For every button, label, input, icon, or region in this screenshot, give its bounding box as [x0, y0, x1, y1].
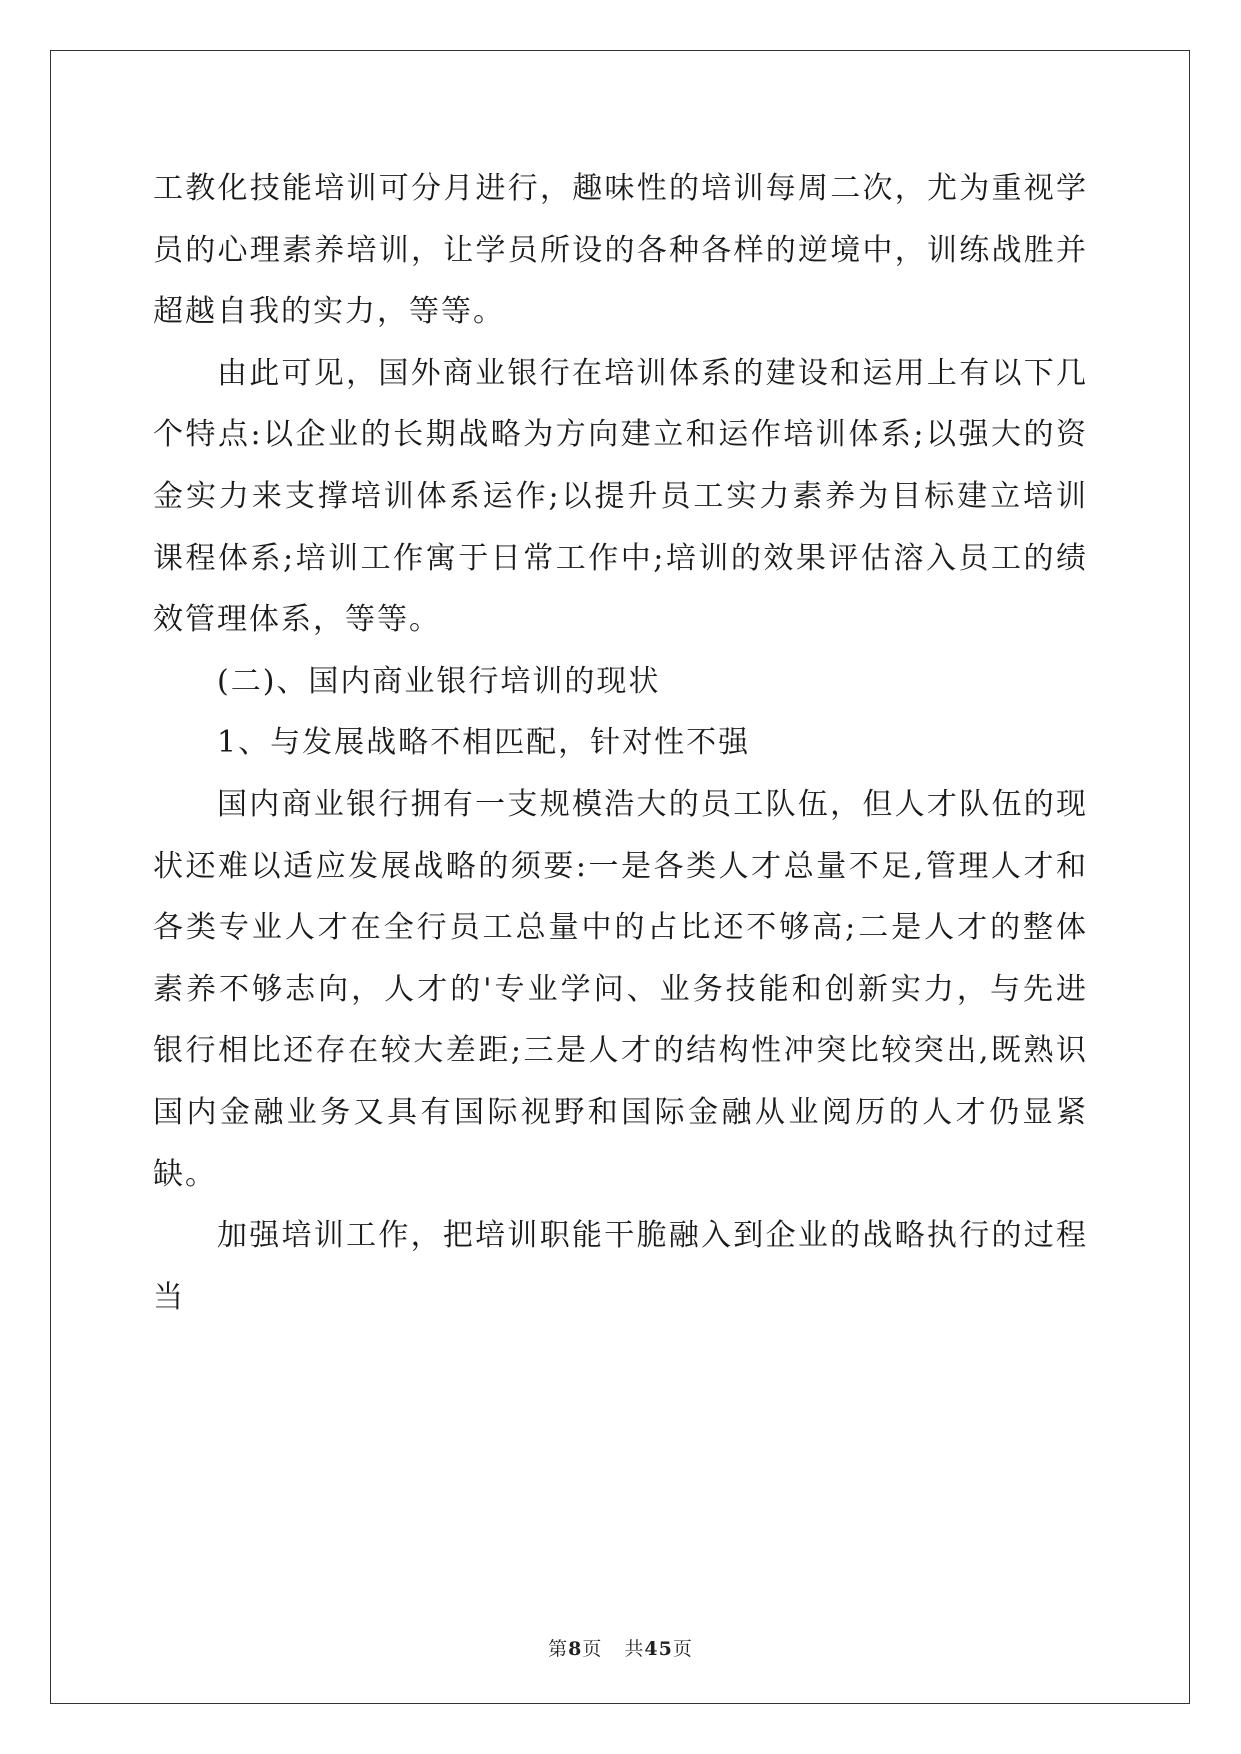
document-body	[153, 158, 1088, 1328]
footer-total-pages: 45	[644, 1638, 673, 1660]
paragraph-foreign-banks-summary: 由此可见，国外商业银行在培训体系的建设和运用上有以下几个特点:以企业的长期战略为方向建立和运作培训体系;以强大的资金实力来支撑培训体系运作;以提升员工实力素养为目标建立培训课程体系;培训工作寓于日常工作中;培训的效果评估溶入员工的绩效管理体系，等等。	[153, 355, 1088, 638]
subsection-heading-strategy-mismatch: 1、与发展战略不相匹配，针对性不强	[217, 725, 751, 761]
paragraph-domestic-talent: 国内商业银行拥有一支规模浩大的员工队伍，但人才队伍的现状还难以适应发展战略的须要:一是各类人才总量不足,管理人才和各类专业人才在全行员工总量中的占比还不够高;二是人才的整体素养不够志向，人才的'专业学问、业务技能和创新实力，与先进银行相比还存在较大差距;三是人才的结构性冲突比较突出,既熟识国内金融业务又具有国际视野和国际金融从业阅历的人才仍显紧缺。	[153, 786, 1088, 1192]
page-footer	[0, 1634, 1241, 1661]
footer-page-number: 8	[568, 1638, 583, 1660]
footer-page-suffix: 页	[582, 1638, 603, 1660]
footer-total-suffix: 页	[672, 1638, 693, 1660]
footer-total-prefix: 共	[624, 1638, 645, 1660]
paragraph-continuation: 工教化技能培训可分月进行，趣味性的培训每周二次，尤为重视学员的心理素养培训，让学员所设的各种各样的逆境中，训练战胜并超越自我的实力，等等。	[153, 171, 1088, 330]
section-heading-domestic-status: (二)、国内商业银行培训的现状	[217, 663, 661, 699]
paragraph-strengthen-training: 加强培训工作，把培训职能干脆融入到企业的战略执行的过程当	[153, 1218, 1088, 1315]
footer-prefix: 第	[548, 1638, 569, 1660]
